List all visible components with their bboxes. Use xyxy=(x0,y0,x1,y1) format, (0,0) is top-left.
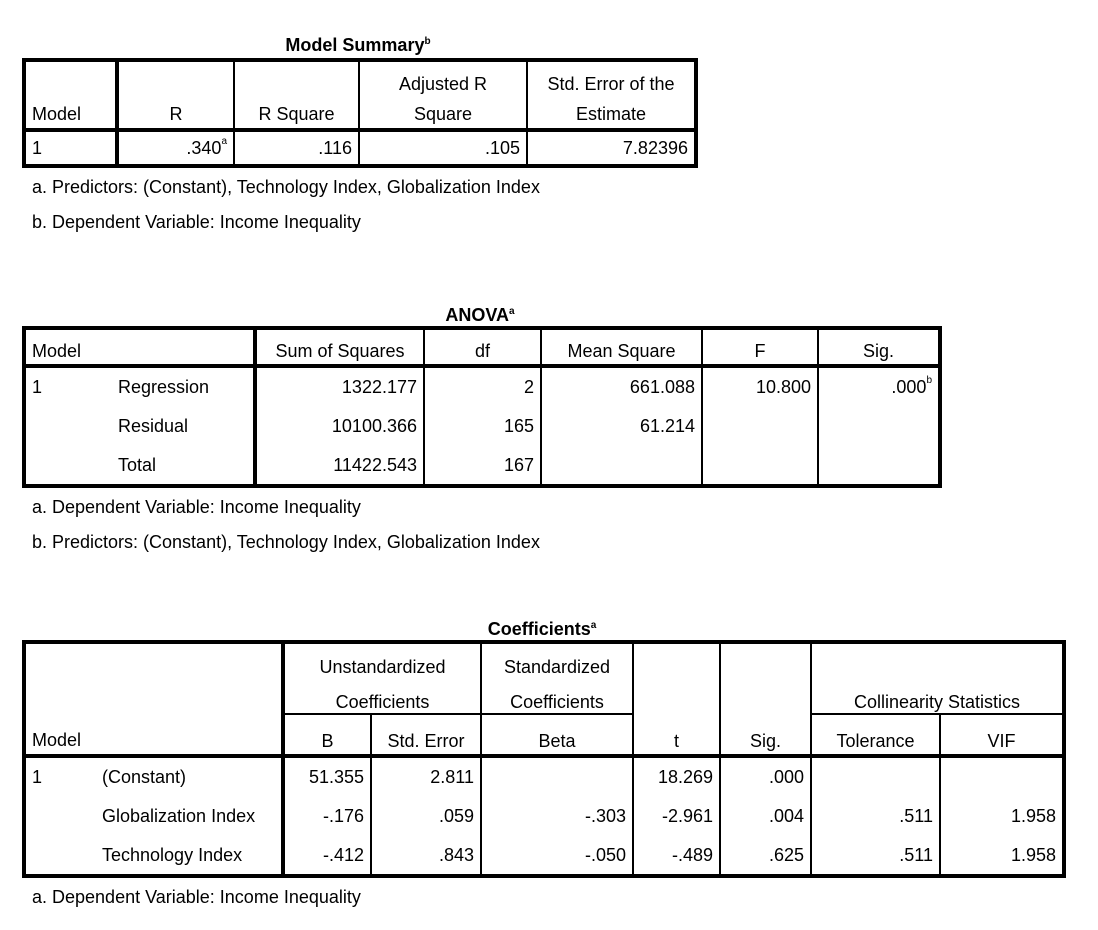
anova-cell-f xyxy=(702,406,818,446)
ms-header-std-err-line1: Std. Error of the xyxy=(527,60,696,95)
coef-header-t-blank xyxy=(633,642,720,714)
ms-header-adj-r-line1: Adjusted R xyxy=(359,60,527,95)
anova-header-df: df xyxy=(424,328,541,366)
ms-header-std-err-line2: Estimate xyxy=(527,95,696,130)
anova-row-regression xyxy=(24,366,940,406)
model-summary-title xyxy=(22,34,694,56)
coef-cell-b: -.412 xyxy=(283,836,371,876)
ms-note-a: a. Predictors: (Constant), Technology Index, Globalization Index xyxy=(32,177,540,197)
model-summary-title-text: Model Summary xyxy=(285,35,425,55)
anova-note-b: b. Predictors: (Constant), Technology Index, Globalization Index xyxy=(32,532,540,552)
anova-cell-label: Regression xyxy=(118,376,210,397)
ms-note-b: b. Dependent Variable: Income Inequality xyxy=(32,212,361,232)
anova-cell-df: 165 xyxy=(424,406,541,446)
coefficients-title-text: Coefficients xyxy=(487,619,591,639)
coef-header-sig: Sig. xyxy=(720,714,811,756)
coef-cell-label: (Constant) xyxy=(102,766,187,787)
coef-header-b: B xyxy=(283,714,371,756)
ms-cell-r-value: .340 xyxy=(186,137,222,158)
anova-cell-sig-sup: b xyxy=(926,374,932,386)
coef-note-a: a. Dependent Variable: Income Inequality xyxy=(32,887,361,907)
model-summary-header-row1 xyxy=(24,60,696,95)
coefficients-block xyxy=(22,618,1066,915)
coefficients-title xyxy=(22,618,1062,640)
coefficients-title-sup: a xyxy=(590,620,597,631)
anova-header-row xyxy=(24,328,940,366)
anova-cell-mean-sq xyxy=(541,446,702,486)
coef-cell-tolerance: .511 xyxy=(811,796,940,836)
model-summary-block xyxy=(22,34,698,240)
coef-header-std-line1: Standardized xyxy=(481,642,633,678)
coef-cell-t: -2.961 xyxy=(633,796,720,836)
coef-cell-model-empty xyxy=(24,796,96,836)
ms-header-adj-r-line2: Square xyxy=(359,95,527,130)
anova-header-mean-sq: Mean Square xyxy=(541,328,702,366)
anova-cell-sig xyxy=(818,366,940,406)
coef-header-unstd-line1: Unstandardized xyxy=(283,642,481,678)
anova-cell-mean-sq: 661.088 xyxy=(541,366,702,406)
coef-cell-beta xyxy=(481,756,633,796)
anova-cell-model-empty xyxy=(24,446,112,486)
coef-cell-vif xyxy=(940,756,1064,796)
ms-cell-model: 1 xyxy=(32,137,43,158)
coef-row-technology xyxy=(24,836,1064,876)
ms-cell-std-err: 7.82396 xyxy=(527,130,696,166)
anova-cell-model: 1 xyxy=(32,376,43,397)
anova-cell-label: Total xyxy=(118,454,157,475)
ms-header-r: R xyxy=(117,60,234,130)
coef-cell-vif: 1.958 xyxy=(940,836,1064,876)
coef-cell-tolerance xyxy=(811,756,940,796)
coef-header-t: t xyxy=(633,714,720,756)
coef-cell-tolerance: .511 xyxy=(811,836,940,876)
anova-header-f: F xyxy=(702,328,818,366)
anova-cell-model-empty xyxy=(24,406,112,446)
coef-header-row1 xyxy=(24,642,1064,678)
model-summary-row xyxy=(24,130,696,166)
anova-cell-df: 167 xyxy=(424,446,541,486)
anova-cell-mean-sq: 61.214 xyxy=(541,406,702,446)
coef-cell-t: -.489 xyxy=(633,836,720,876)
coef-cell-sig: .625 xyxy=(720,836,811,876)
anova-cell-sig xyxy=(818,406,940,446)
coef-cell-std-error: .059 xyxy=(371,796,481,836)
ms-cell-r xyxy=(117,130,234,166)
anova-cell-df: 2 xyxy=(424,366,541,406)
anova-note-a: a. Dependent Variable: Income Inequality xyxy=(32,497,361,517)
anova-title-text: ANOVA xyxy=(445,305,510,325)
anova-cell-label: Residual xyxy=(118,415,189,436)
coefficients-table xyxy=(22,640,1066,878)
coef-header-model: Model xyxy=(32,730,82,750)
coef-header-tolerance: Tolerance xyxy=(811,714,940,756)
coef-cell-beta: -.303 xyxy=(481,796,633,836)
anova-header-model: Model xyxy=(32,341,82,361)
model-summary-title-sup: b xyxy=(424,36,431,47)
coef-header-beta: Beta xyxy=(481,714,633,756)
anova-cell-sum-sq: 11422.543 xyxy=(255,446,424,486)
ms-cell-adj-r-square: .105 xyxy=(359,130,527,166)
anova-cell-sig xyxy=(818,446,940,486)
anova-cell-sig-value: .000 xyxy=(891,376,927,397)
anova-title-sup: a xyxy=(509,306,515,317)
anova-title xyxy=(22,304,938,326)
coef-cell-label: Globalization Index xyxy=(102,805,256,826)
anova-header-sum-sq: Sum of Squares xyxy=(255,328,424,366)
coef-cell-b: 51.355 xyxy=(283,756,371,796)
ms-header-r-square: R Square xyxy=(234,60,359,130)
coef-header-sig-blank xyxy=(720,642,811,714)
coef-header-unstd-line2: Coefficients xyxy=(283,678,481,714)
anova-table xyxy=(22,326,942,488)
coef-row-globalization xyxy=(24,796,1064,836)
anova-cell-sum-sq: 1322.177 xyxy=(255,366,424,406)
anova-cell-sum-sq: 10100.366 xyxy=(255,406,424,446)
anova-header-blank xyxy=(112,328,255,366)
coef-cell-label: Technology Index xyxy=(102,844,243,865)
anova-block xyxy=(22,304,942,560)
coef-header-std-line2: Coefficients xyxy=(481,678,633,714)
coef-cell-model-empty xyxy=(24,836,96,876)
coef-row-constant xyxy=(24,756,1064,796)
anova-row-residual xyxy=(24,406,940,446)
coef-cell-model: 1 xyxy=(32,766,43,787)
coef-cell-std-error: 2.811 xyxy=(371,756,481,796)
coef-cell-sig: .000 xyxy=(720,756,811,796)
coef-cell-std-error: .843 xyxy=(371,836,481,876)
ms-cell-r-square: .116 xyxy=(234,130,359,166)
coef-header-blank xyxy=(96,642,283,756)
coef-cell-t: 18.269 xyxy=(633,756,720,796)
coef-cell-sig: .004 xyxy=(720,796,811,836)
coef-header-collinearity: Collinearity Statistics xyxy=(811,642,1064,714)
coef-header-vif: VIF xyxy=(940,714,1064,756)
coef-cell-beta: -.050 xyxy=(481,836,633,876)
coef-cell-b: -.176 xyxy=(283,796,371,836)
anova-header-sig: Sig. xyxy=(818,328,940,366)
anova-cell-f xyxy=(702,446,818,486)
coef-header-std-error: Std. Error xyxy=(371,714,481,756)
ms-header-model: Model xyxy=(32,104,82,124)
anova-row-total xyxy=(24,446,940,486)
anova-cell-f: 10.800 xyxy=(702,366,818,406)
ms-cell-r-sup: a xyxy=(221,135,227,147)
coef-cell-vif: 1.958 xyxy=(940,796,1064,836)
model-summary-table xyxy=(22,58,698,168)
